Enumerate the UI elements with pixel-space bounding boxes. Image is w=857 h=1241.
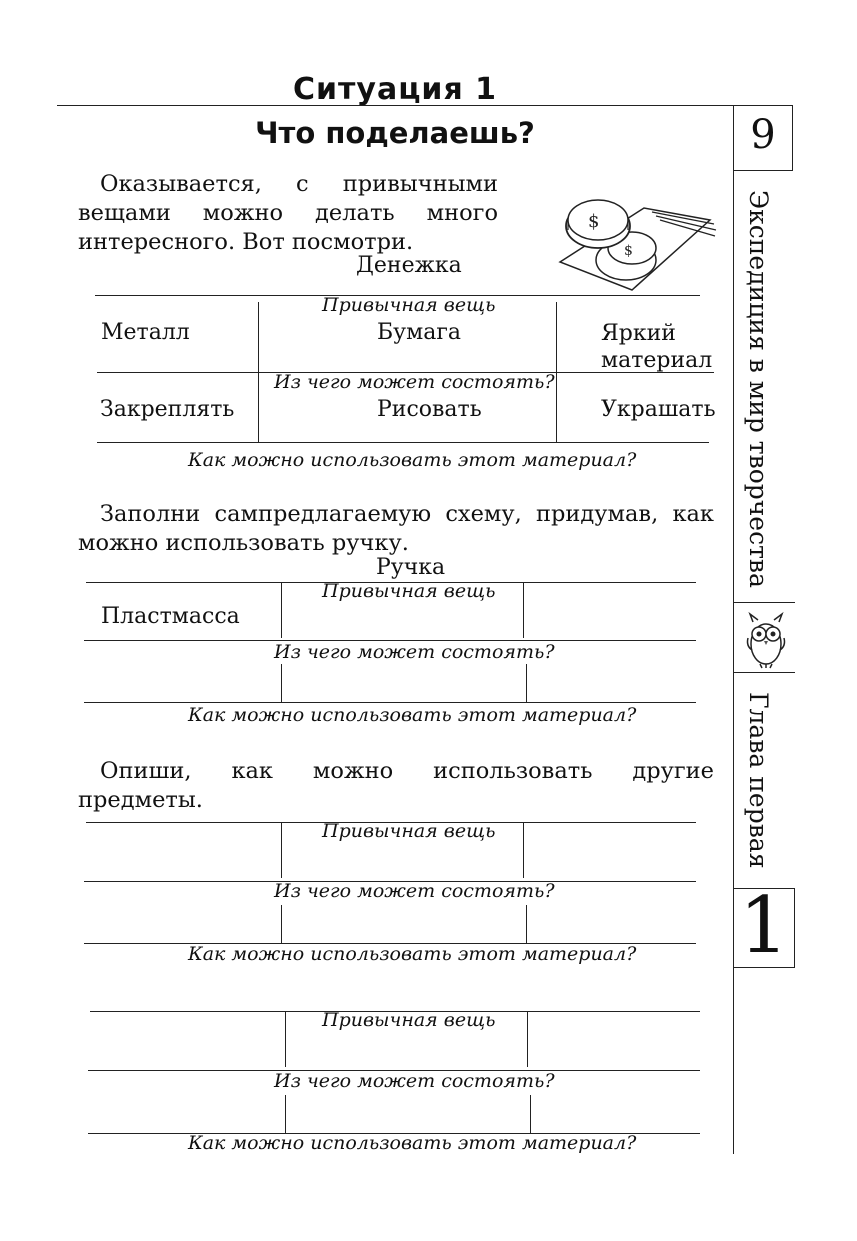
task1-div <box>526 664 527 702</box>
scheme1-div <box>281 822 282 878</box>
page-number: 9 <box>750 112 776 158</box>
example-caption-thing: Привычная вещь <box>322 294 496 316</box>
task1-caption-material: Из чего может состоять? <box>274 641 555 663</box>
sidebar-rule <box>733 169 734 1154</box>
task1-object-label: Ручка <box>376 555 446 580</box>
example-cell: Украшать <box>601 397 716 422</box>
task1-answer-cell[interactable]: Пластмасса <box>101 604 240 629</box>
example-cell: Закреплять <box>100 397 235 422</box>
example-cell-text: Яркий материал <box>601 321 713 373</box>
situation-heading: Ситуация 1 <box>292 72 498 107</box>
scheme2-div <box>285 1095 286 1133</box>
header-rule <box>57 105 733 106</box>
scheme1-caption-use: Как можно использовать этот материал? <box>188 943 637 965</box>
scheme1-div <box>281 905 282 943</box>
scheme2-caption-use: Как можно использовать этот материал? <box>188 1132 637 1154</box>
example-caption-use: Как можно использовать этот материал? <box>188 449 637 471</box>
chapter-vertical: Глава первая <box>744 692 773 869</box>
page-number-box <box>733 105 793 171</box>
example-cell <box>601 320 713 374</box>
scheme2-caption-thing: Привычная вещь <box>322 1009 496 1031</box>
task1-div <box>523 582 524 638</box>
task1-paragraph <box>78 500 714 558</box>
task1-div <box>281 664 282 702</box>
example-cell: Металл <box>101 320 190 345</box>
task2-text: Опиши, как можно использовать другие предметы. <box>78 758 714 813</box>
svg-text:$: $ <box>588 211 600 232</box>
scheme1-caption-thing: Привычная вещь <box>322 820 496 842</box>
owl-mascot-icon <box>740 608 792 670</box>
scheme2-caption-material: Из чего может состоять? <box>274 1070 555 1092</box>
task1-caption-use: Как можно использовать этот материал? <box>188 704 637 726</box>
scheme2-div <box>530 1095 531 1133</box>
scheme1-div <box>523 822 524 878</box>
scheme1-caption-material: Из чего может состоять? <box>274 880 555 902</box>
example-cell: Рисовать <box>377 397 482 422</box>
scheme1-div <box>526 905 527 943</box>
scheme2-div <box>285 1011 286 1067</box>
task2-paragraph <box>78 757 714 815</box>
sidebar-sep-1 <box>733 602 795 603</box>
example-caption-material: Из чего может состоять? <box>274 371 555 393</box>
task1-div <box>281 582 282 638</box>
sidebar-sep-2 <box>733 672 795 673</box>
coins-money-icon <box>552 190 722 295</box>
task1-text: Заполни сампредлагаемую схему, придумав, как можно использовать ручку. <box>78 501 714 556</box>
chapter-number: 1 <box>739 881 789 971</box>
intro-text: Оказывается, с привычными вещами можно делать много интересного. Вот посмотри. <box>78 171 498 255</box>
task1-caption-thing: Привычная вещь <box>322 580 496 602</box>
example-bottom-rule <box>97 442 709 443</box>
example-object-label: Денежка <box>356 253 462 278</box>
example-cell: Бумага <box>377 320 461 345</box>
task1-bottom-rule <box>84 702 696 703</box>
svg-text:$: $ <box>624 243 633 259</box>
chapter-number-box <box>733 881 795 971</box>
page-title: Что поделаешь? <box>255 116 535 150</box>
intro-paragraph <box>78 170 498 257</box>
book-title-vertical: Экспедиция в мир творчества <box>744 190 773 588</box>
scheme2-div <box>527 1011 528 1067</box>
